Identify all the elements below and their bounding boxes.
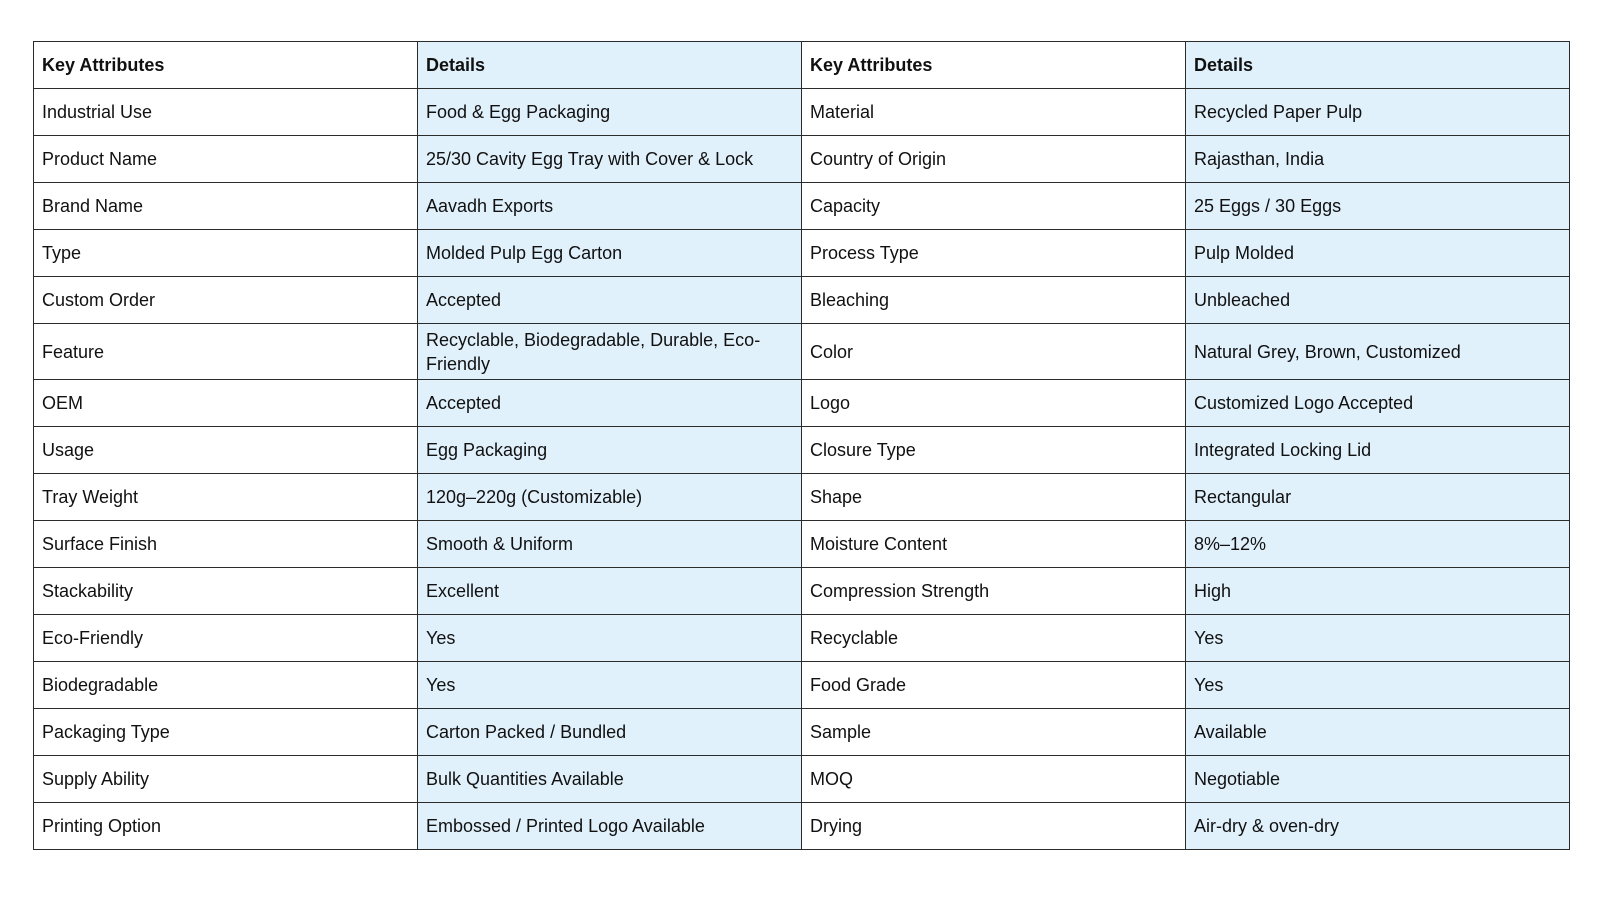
attribute-cell: Type xyxy=(34,230,418,277)
attribute-cell: Stackability xyxy=(34,568,418,615)
attribute-cell: Usage xyxy=(34,427,418,474)
detail-cell: Egg Packaging xyxy=(418,427,802,474)
attribute-cell: Material xyxy=(802,89,1186,136)
detail-cell: Integrated Locking Lid xyxy=(1186,427,1570,474)
detail-cell: Excellent xyxy=(418,568,802,615)
table-row xyxy=(34,709,1570,756)
attribute-cell: Surface Finish xyxy=(34,521,418,568)
table-row xyxy=(34,380,1570,427)
detail-cell: Food & Egg Packaging xyxy=(418,89,802,136)
detail-cell: 120g–220g (Customizable) xyxy=(418,474,802,521)
attribute-cell: Product Name xyxy=(34,136,418,183)
table-row xyxy=(34,756,1570,803)
attribute-cell: Biodegradable xyxy=(34,662,418,709)
attribute-cell: Shape xyxy=(802,474,1186,521)
header-key-attributes-right: Key Attributes xyxy=(802,42,1186,89)
table-row xyxy=(34,324,1570,380)
detail-cell: Natural Grey, Brown, Customized xyxy=(1186,324,1570,380)
detail-cell: Embossed / Printed Logo Available xyxy=(418,803,802,850)
table-row xyxy=(34,89,1570,136)
table-row xyxy=(34,568,1570,615)
table-row xyxy=(34,136,1570,183)
header-key-attributes-left: Key Attributes xyxy=(34,42,418,89)
table-row xyxy=(34,277,1570,324)
attribute-cell: OEM xyxy=(34,380,418,427)
detail-cell: Yes xyxy=(418,615,802,662)
attribute-cell: Industrial Use xyxy=(34,89,418,136)
detail-cell: Recycled Paper Pulp xyxy=(1186,89,1570,136)
detail-cell: Negotiable xyxy=(1186,756,1570,803)
attribute-cell: Feature xyxy=(34,324,418,380)
detail-cell: High xyxy=(1186,568,1570,615)
table-row xyxy=(34,230,1570,277)
table-header-row xyxy=(34,42,1570,89)
attribute-cell: Custom Order xyxy=(34,277,418,324)
detail-cell: Pulp Molded xyxy=(1186,230,1570,277)
product-attributes-table xyxy=(33,41,1570,850)
detail-cell: Bulk Quantities Available xyxy=(418,756,802,803)
detail-cell: Rajasthan, India xyxy=(1186,136,1570,183)
attribute-cell: Country of Origin xyxy=(802,136,1186,183)
attribute-cell: Supply Ability xyxy=(34,756,418,803)
attribute-cell: MOQ xyxy=(802,756,1186,803)
attribute-cell: Food Grade xyxy=(802,662,1186,709)
attribute-cell: Brand Name xyxy=(34,183,418,230)
detail-cell: Aavadh Exports xyxy=(418,183,802,230)
attribute-cell: Moisture Content xyxy=(802,521,1186,568)
table-row xyxy=(34,183,1570,230)
table-row xyxy=(34,803,1570,850)
detail-cell: Accepted xyxy=(418,277,802,324)
attribute-cell: Process Type xyxy=(802,230,1186,277)
attribute-cell: Logo xyxy=(802,380,1186,427)
attribute-cell: Eco-Friendly xyxy=(34,615,418,662)
detail-cell: 25/30 Cavity Egg Tray with Cover & Lock xyxy=(418,136,802,183)
detail-cell: 25 Eggs / 30 Eggs xyxy=(1186,183,1570,230)
attribute-cell: Capacity xyxy=(802,183,1186,230)
header-details-right: Details xyxy=(1186,42,1570,89)
header-details-left: Details xyxy=(418,42,802,89)
attribute-cell: Tray Weight xyxy=(34,474,418,521)
detail-cell: Molded Pulp Egg Carton xyxy=(418,230,802,277)
table-row xyxy=(34,474,1570,521)
attribute-cell: Sample xyxy=(802,709,1186,756)
attribute-cell: Compression Strength xyxy=(802,568,1186,615)
detail-cell: Rectangular xyxy=(1186,474,1570,521)
attribute-cell: Printing Option xyxy=(34,803,418,850)
table-row xyxy=(34,427,1570,474)
attribute-cell: Packaging Type xyxy=(34,709,418,756)
detail-cell: Recyclable, Biodegradable, Durable, Eco-Friendly xyxy=(418,324,802,380)
detail-cell: Carton Packed / Bundled xyxy=(418,709,802,756)
attribute-cell: Drying xyxy=(802,803,1186,850)
detail-cell: Yes xyxy=(1186,662,1570,709)
attribute-cell: Closure Type xyxy=(802,427,1186,474)
product-attributes-table-container xyxy=(33,41,1570,850)
table-row xyxy=(34,615,1570,662)
attribute-cell: Recyclable xyxy=(802,615,1186,662)
detail-cell: Yes xyxy=(418,662,802,709)
detail-cell: Customized Logo Accepted xyxy=(1186,380,1570,427)
table-row xyxy=(34,662,1570,709)
attribute-cell: Bleaching xyxy=(802,277,1186,324)
detail-cell: Air-dry & oven-dry xyxy=(1186,803,1570,850)
detail-cell: Smooth & Uniform xyxy=(418,521,802,568)
detail-cell: 8%–12% xyxy=(1186,521,1570,568)
detail-cell: Yes xyxy=(1186,615,1570,662)
detail-cell: Unbleached xyxy=(1186,277,1570,324)
detail-cell: Available xyxy=(1186,709,1570,756)
detail-cell: Accepted xyxy=(418,380,802,427)
table-row xyxy=(34,521,1570,568)
attribute-cell: Color xyxy=(802,324,1186,380)
